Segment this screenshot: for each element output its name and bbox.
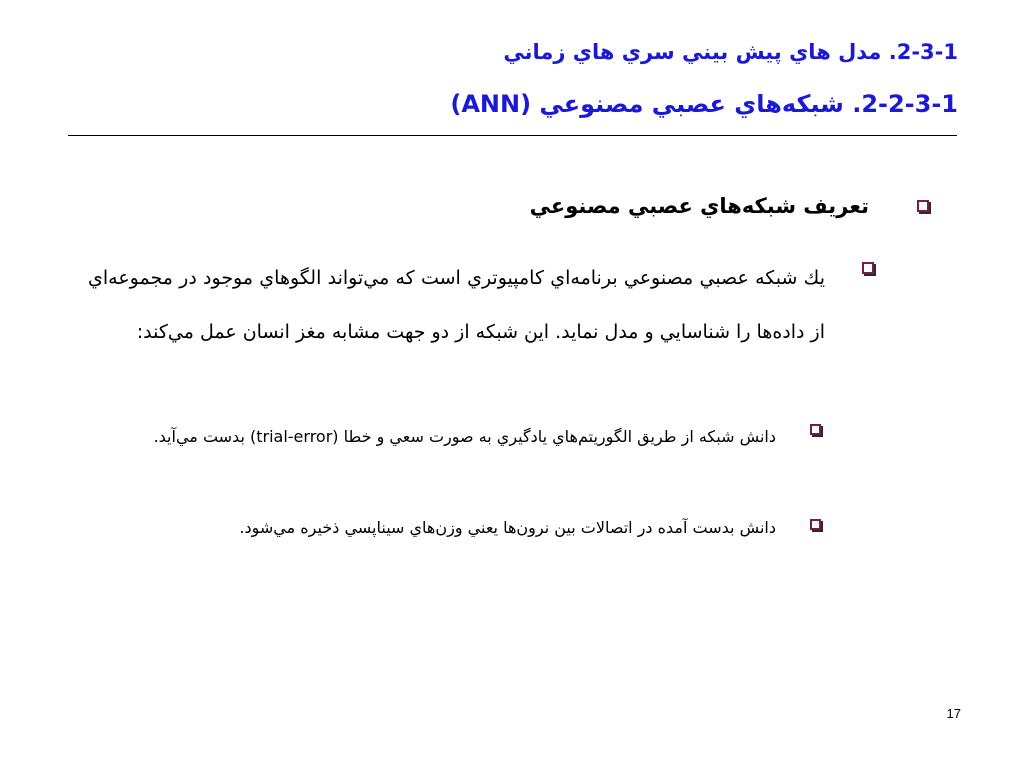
square-bullet-icon — [810, 519, 821, 530]
square-bullet-icon — [862, 262, 874, 274]
square-bullet-icon — [810, 424, 821, 435]
subsection-heading: 2-2-3-1. شبكه‌هاي عصبي مصنوعي (ANN) — [450, 90, 958, 118]
sub-bullet-learning: دانش شبكه از طريق الگوريتم‌هاي يادگيري به صورت سعي و خطا (trial-error) بدست مي‌آيد. — [153, 427, 776, 446]
bullet-definition-title: تعريف شبكه‌هاي عصبي مصنوعي — [529, 194, 869, 218]
square-bullet-icon — [917, 200, 929, 212]
title-divider — [68, 135, 957, 136]
page-number: 17 — [946, 706, 961, 721]
sub-bullet-weights: دانش بدست آمده در اتصالات بين نرون‌ها يعني وزن‌هاي سيناپسي ذخيره مي‌شود. — [239, 518, 776, 537]
bullet-definition-paragraph: يك شبكه عصبي مصنوعي برنامه‌اي كامپيوتري است كه مي‌تواند الگوهاي موجود در مجموعه‌اي از داده‌ها را شناسايي و مدل نمايد. اين شبكه از دو جهت مشابه مغز انسان عمل مي‌كند: — [88, 267, 825, 343]
section-heading: 2-3-1. مدل هاي پيش بيني سري هاي زماني — [503, 40, 958, 64]
